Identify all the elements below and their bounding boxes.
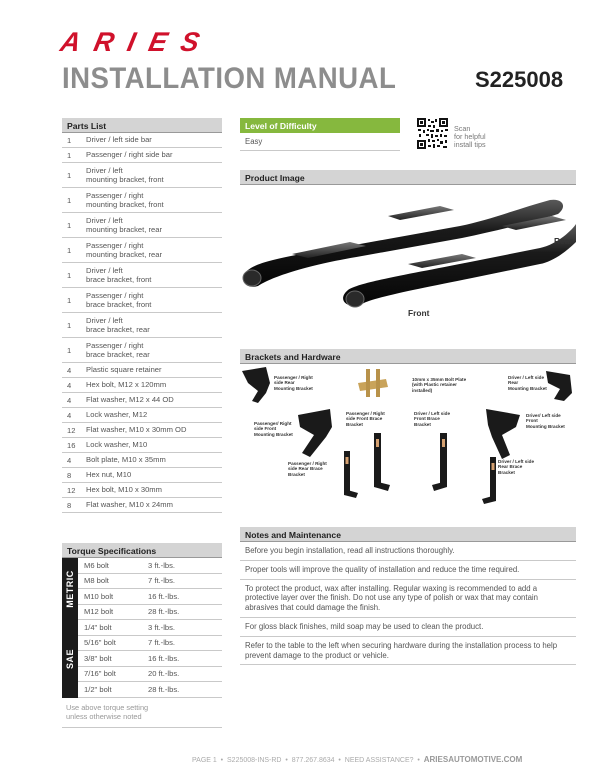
- torque-row: [78, 574, 222, 590]
- torque-heading: Torque Specifications: [62, 543, 222, 558]
- label-pr-front-mount: Passenger/ Right side Front Mounting Bracket: [254, 421, 293, 437]
- rear-label: Rear: [554, 236, 573, 246]
- sae-label: SAE: [65, 648, 76, 669]
- sae-group: [62, 620, 222, 698]
- note-item: Proper tools will improve the quality of installation and reduce the time required.: [240, 561, 576, 580]
- note-item: Refer to the table to the left when securing hardware during the installation process to help prevent damage to the product or vehicle.: [240, 637, 576, 666]
- part-qty: 1: [67, 220, 72, 230]
- torque-row: [78, 589, 222, 605]
- part-description: Driver / left brace bracket, front: [86, 265, 152, 284]
- parts-row: [62, 238, 222, 263]
- note-item: For gloss black finishes, mild soap may be used to clean the product.: [240, 618, 576, 637]
- part-qty: 1: [67, 135, 72, 145]
- torque-value: 7 ft.-lbs.: [148, 576, 176, 586]
- part-description: Driver / left brace bracket, rear: [86, 315, 150, 334]
- part-qty: 1: [67, 345, 72, 355]
- parts-row: [62, 438, 222, 453]
- torque-bolt: M6 bolt: [84, 560, 109, 570]
- torque-row: [78, 605, 222, 621]
- product-image: [240, 186, 576, 336]
- torque-specifications: [62, 543, 222, 728]
- parts-row: [62, 133, 222, 148]
- torque-bolt: M8 bolt: [84, 576, 109, 586]
- part-description: Flat washer, M10 x 30mm OD: [86, 425, 187, 435]
- footer: PAGE 1 • S225008-INS-RD • 877.267.8634 • NEED ASSISTANCE? • ARIESAUTOMOTIVE.COM: [192, 755, 523, 764]
- aries-logo: [57, 26, 212, 57]
- part-description: Driver / left mounting bracket, rear: [86, 215, 162, 234]
- parts-row: [62, 213, 222, 238]
- product-image-section: [240, 170, 576, 185]
- torque-row: [78, 636, 222, 652]
- label-dl-front-brace: Driver / Left side Front Brace Bracket: [414, 411, 450, 427]
- parts-row: [62, 188, 222, 213]
- label-pr-rear-mount: Passenger / Right side Rear Mounting Bracket: [274, 375, 313, 391]
- scan-instructions: Scan for helpful install tips: [454, 124, 486, 149]
- footer-page: PAGE 1: [192, 757, 217, 764]
- part-qty: 1: [67, 150, 72, 160]
- label-dl-rear-mount: Driver / Left side Rear Mounting Bracket: [508, 375, 547, 391]
- part-description: Hex nut, M10: [86, 470, 132, 480]
- svg-text:ARIES: ARIES: [57, 26, 205, 57]
- footer-phone[interactable]: 877.267.8634: [291, 757, 335, 764]
- sae-side-label: [62, 620, 78, 698]
- parts-row: [62, 423, 222, 438]
- part-description: Flat washer, M12 x 44 OD: [86, 395, 174, 405]
- part-qty: 4: [67, 365, 72, 375]
- part-qty: 1: [67, 320, 72, 330]
- torque-bolt: M10 bolt: [84, 591, 114, 601]
- brackets-section: [240, 349, 576, 364]
- torque-value: 3 ft.-lbs.: [148, 560, 176, 570]
- difficulty-value: Easy: [240, 133, 400, 151]
- note-item: Before you begin installation, read all instructions thoroughly.: [240, 542, 576, 561]
- part-qty: 8: [67, 470, 72, 480]
- parts-row: [62, 468, 222, 483]
- parts-row: [62, 313, 222, 338]
- difficulty-box: [240, 118, 400, 151]
- part-qty: 1: [67, 170, 72, 180]
- parts-row: [62, 483, 222, 498]
- torque-value: 28 ft.-lbs.: [148, 607, 180, 617]
- part-qty: 4: [67, 410, 72, 420]
- torque-value: 28 ft.-lbs.: [148, 684, 180, 694]
- part-description: Passenger / right side bar: [86, 150, 173, 160]
- torque-note: Use above torque setting unless otherwise noted: [62, 698, 222, 728]
- page-title: INSTALLATION MANUAL: [62, 62, 397, 95]
- part-description: Lock washer, M12: [86, 410, 148, 420]
- metric-side-label: [62, 558, 78, 620]
- parts-row: [62, 263, 222, 288]
- part-description: Lock washer, M10: [86, 440, 148, 450]
- torque-row: [78, 667, 222, 683]
- torque-bolt: 5/16" bolt: [84, 638, 116, 648]
- part-qty: 4: [67, 380, 72, 390]
- label-bolt-plate: 10mm x 35mm Bolt Plate (with Plastic retainer installed): [412, 377, 467, 393]
- part-description: Driver / left mounting bracket, front: [86, 165, 164, 184]
- torque-value: 20 ft.-lbs.: [148, 669, 180, 679]
- part-description: Passenger / right brace bracket, front: [86, 290, 152, 309]
- brackets-hardware-image: [240, 365, 576, 515]
- part-qty: 12: [67, 485, 76, 495]
- part-description: Passenger / right brace bracket, rear: [86, 340, 150, 359]
- torque-bolt: 7/16" bolt: [84, 669, 116, 679]
- torque-row: [78, 620, 222, 636]
- torque-value: 3 ft.-lbs.: [148, 622, 176, 632]
- note-item: To protect the product, wax after installing. Regular waxing is recommended to add a protective layer over the finish. Do not use any type of polish or wax that may contain abrasives that could damage the finish.: [240, 580, 576, 618]
- part-qty: 8: [67, 500, 72, 510]
- torque-value: 7 ft.-lbs.: [148, 638, 176, 648]
- parts-row: [62, 363, 222, 378]
- part-description: Bolt plate, M10 x 35mm: [86, 455, 166, 465]
- torque-value: 16 ft.-lbs.: [148, 653, 180, 663]
- part-qty: 16: [67, 440, 76, 450]
- metric-group: [62, 558, 222, 620]
- footer-site-link[interactable]: ARIESAUTOMOTIVE.COM: [423, 755, 523, 764]
- aries-logo-mark: [57, 26, 212, 57]
- part-description: Passenger / right mounting bracket, front: [86, 190, 164, 209]
- parts-list: [62, 118, 222, 513]
- part-qty: 1: [67, 295, 72, 305]
- part-qty: 4: [67, 455, 72, 465]
- part-description: Hex bolt, M12 x 120mm: [86, 380, 167, 390]
- part-qty: 1: [67, 195, 72, 205]
- torque-value: 16 ft.-lbs.: [148, 591, 180, 601]
- part-description: Flat washer, M10 x 24mm: [86, 500, 173, 510]
- label-dl-front-mount: Driver/ Left side Front Mounting Bracket: [526, 413, 565, 429]
- torque-bolt: 1/4" bolt: [84, 622, 112, 632]
- part-qty: 12: [67, 425, 76, 435]
- difficulty-heading: Level of Difficulty: [240, 118, 400, 133]
- footer-assist: NEED ASSISTANCE?: [344, 757, 414, 764]
- label-pr-rear-brace: Passenger / Right side Rear Brace Bracket: [288, 461, 327, 477]
- torque-bolt: M12 bolt: [84, 607, 114, 617]
- torque-row: [78, 558, 222, 574]
- label-dl-rear-brace: Driver / Left side Rear Brace Bracket: [498, 459, 534, 475]
- torque-bolt: 3/8" bolt: [84, 653, 112, 663]
- part-qty: 1: [67, 270, 72, 280]
- product-image-heading: Product Image: [240, 170, 576, 185]
- parts-row: [62, 148, 222, 163]
- part-description: Driver / left side bar: [86, 135, 152, 145]
- parts-row: [62, 338, 222, 363]
- parts-row: [62, 288, 222, 313]
- brackets-heading: Brackets and Hardware: [240, 349, 576, 364]
- label-pr-front-brace: Passenger / Right side Front Brace Bracket: [346, 411, 385, 427]
- part-description: Passenger / right mounting bracket, rear: [86, 240, 162, 259]
- notes-maintenance: [240, 527, 576, 665]
- torque-bolt: 1/2" bolt: [84, 684, 112, 694]
- parts-row: [62, 498, 222, 513]
- parts-row: [62, 408, 222, 423]
- footer-doc: S225008-INS-RD: [227, 757, 282, 764]
- notes-heading: Notes and Maintenance: [240, 527, 576, 542]
- parts-row: [62, 393, 222, 408]
- part-qty: 1: [67, 245, 72, 255]
- parts-list-heading: Parts List: [62, 118, 222, 133]
- part-number: S225008: [475, 67, 564, 92]
- part-description: Plastic square retainer: [86, 365, 162, 375]
- parts-row: [62, 378, 222, 393]
- torque-row: [78, 651, 222, 667]
- torque-row: [78, 682, 222, 698]
- parts-row: [62, 163, 222, 188]
- part-qty: 4: [67, 395, 72, 405]
- metric-label: METRIC: [65, 570, 75, 608]
- part-description: Hex bolt, M10 x 30mm: [86, 485, 162, 495]
- parts-row: [62, 453, 222, 468]
- qr-code-icon[interactable]: [416, 117, 449, 150]
- front-label: Front: [408, 308, 430, 318]
